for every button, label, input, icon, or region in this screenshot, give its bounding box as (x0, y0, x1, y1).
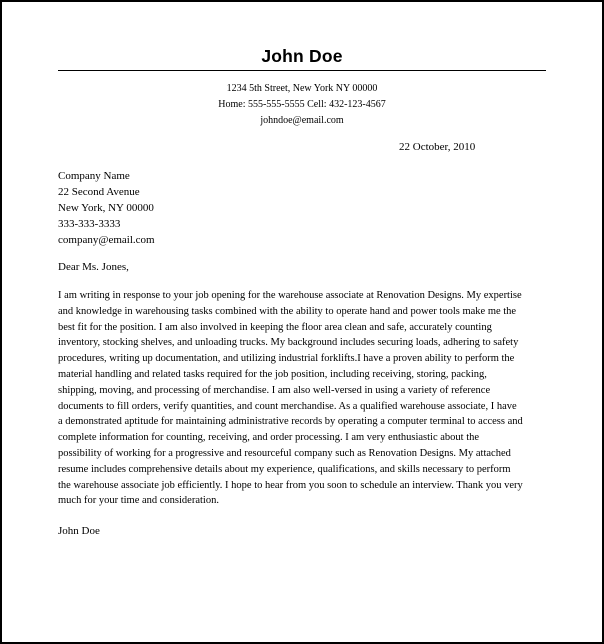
body-line: the warehouse associate job efficiently. I hope to hear from you soon to schedule an interview. Thank you very (58, 479, 523, 491)
recipient-street: 22 Second Avenue (58, 186, 140, 198)
body-line: best fit for the position. I am also involved in keeping the floor area clean and safe, accurately counting (58, 321, 492, 333)
recipient-city: New York, NY 00000 (58, 202, 154, 214)
letter-body (58, 288, 548, 509)
body-line: resume includes comprehensive details about my experience, qualifications, and skills necessary to perform (58, 463, 511, 475)
body-line: possibility of working for a progressive and resourceful company such as Renovation Designs. My attached (58, 447, 511, 459)
body-line: a demonstrated aptitude for maintaining administrative records by operating a computer terminal to access and (58, 416, 523, 428)
body-line: documents to fill orders, verify quantities, and count merchandise. As a qualified warehouse associate, I have (58, 400, 517, 412)
recipient-block (58, 168, 155, 248)
recipient-phone: 333-333-3333 (58, 218, 121, 230)
sender-name: John Doe (261, 46, 343, 66)
sender-address: 1234 5th Street, New York NY 00000 (226, 83, 378, 94)
signature-name: John Doe (58, 525, 100, 537)
salutation: Dear Ms. Jones, (58, 261, 129, 273)
letter-date: 22 October, 2010 (399, 141, 476, 153)
recipient-company: Company Name (58, 170, 130, 182)
body-line: complete information for counting, receiving, and order processing. I am very enthusiastic about the (58, 432, 480, 444)
sender-contact-block (2, 81, 602, 129)
body-line: inventory, stocking shelves, and unloading trucks. My background includes securing loads, adhering to safety (58, 337, 519, 349)
recipient-email: company@email.com (58, 234, 155, 246)
body-line: shipping, moving, and processing of merchandise. I am also well-versed in using a variety of reference (58, 384, 491, 396)
body-line: I am writing in response to your job opening for the warehouse associate at Renovation Designs. My expertise (58, 290, 522, 301)
body-line: much for your time and consideration. (58, 495, 219, 507)
body-line: material handling and related tasks required for the job position, including receiving, storing, packing, (58, 368, 487, 380)
sender-phones: Home: 555-555-5555 Cell: 432-123-4567 (218, 99, 386, 110)
body-line: and knowledge in warehousing tasks combined with the ability to operate hand and power tools make me the (58, 305, 517, 317)
body-line: procedures, writing up documentation, and utilizing industrial forklifts.I have a proven ability to perform the (58, 353, 515, 365)
header-divider (58, 70, 546, 71)
sender-email: johndoe@email.com (260, 115, 344, 126)
